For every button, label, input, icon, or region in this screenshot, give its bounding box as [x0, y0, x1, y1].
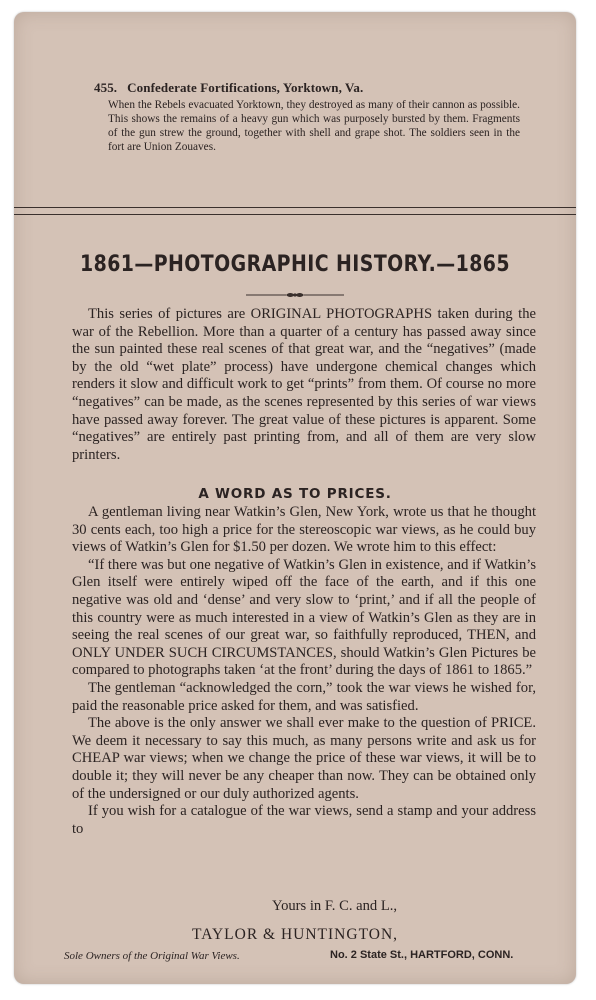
caption-number: 455.: [94, 80, 118, 95]
prices-paragraph-4: The above is the only answer we shall ever make to the question of PRICE. We deem it necessary to say this much, as many persons write and ask us for CHEAP war views; when we change the price of these war views, it will be to double it; they will never be any cheaper than now. They can be obtained only of the undersigned or our duly authorized agents.: [72, 715, 536, 802]
prices-paragraph-1: A gentleman living near Watkin’s Glen, New York, wrote us that he thought 30 cents each, too high a price for the stereoscopic war views, as he could buy views of Watkin’s Glen for $1.50 per dozen. We wrote him to this effect:: [72, 504, 536, 556]
prices-section: [72, 504, 536, 838]
signoff: Yours in F. C. and L.,: [272, 898, 398, 914]
caption-title: Confederate Fortifications, Yorktown, Va.: [127, 80, 364, 95]
footer-address: No. 2 State St., HARTFORD, CONN.: [330, 949, 514, 961]
footer-tagline: Sole Owners of the Original War Views.: [64, 950, 240, 962]
prices-paragraph-3: The gentleman “acknowledged the corn,” took the war views he wished for, paid the reasonable price asked for them, and was satisfied.: [72, 679, 536, 714]
divider-rule-bottom: [14, 214, 576, 215]
prices-paragraph-2: “If there was but one negative of Watkin’s Glen in existence, and if Watkin’s Glen itself were entirely wiped off the face of the earth, and if this one negative was old and ‘dense’ and very slow to ‘print,’ and if all the people of this country were as much interested in a view of Watkin’s Glen as they are in seeing the real scenes of our great war, so faithfully reproduced, THEN, and ONLY UNDER SUCH CIRCUMSTANCES, should Watkin’s Glen Pictures be compared to photographs taken ‘at the front’ during the days of 1861 to 1865.”: [72, 556, 536, 679]
caption-heading: [94, 80, 363, 96]
page-headline: 1861—PHOTOGRAPHIC HISTORY.—1865: [80, 252, 510, 277]
ornament-divider-icon: [246, 290, 344, 300]
company-name: TAYLOR & HUNTINGTON,: [191, 926, 399, 943]
prices-paragraph-5: If you wish for a catalogue of the war views, send a stamp and your address to: [72, 803, 536, 837]
stereoview-card-back: [14, 12, 576, 984]
intro-paragraph: [72, 306, 536, 464]
caption-text: When the Rebels evacuated Yorktown, they destroyed as many of their cannon as possible. This shows the remains of a heavy gun which was purposely bursted by them. Fragments of the gun strew the ground, together with shell and grape shot. The soldiers seen in the fort are Union Zouaves.: [108, 99, 520, 153]
prices-subheading: A WORD AS TO PRICES.: [198, 486, 392, 502]
divider-rule-top: [14, 207, 576, 208]
intro-text: This series of pictures are ORIGINAL PHOTOGRAPHS taken during the war of the Rebellion. More than a quarter of a century has passed away since the sun painted these real scenes of that great war, and the “negatives” (made by the old “wet plate” process) have undergone chemical changes which renders it slow and difficult work to get “prints” from them. Of course no more “negatives” can be made, as the scenes represented by this series of war views have passed away forever. The great value of these pictures is apparent. Some “negatives” are entirely past printing from, and all of them are very slow printers.: [72, 306, 536, 463]
